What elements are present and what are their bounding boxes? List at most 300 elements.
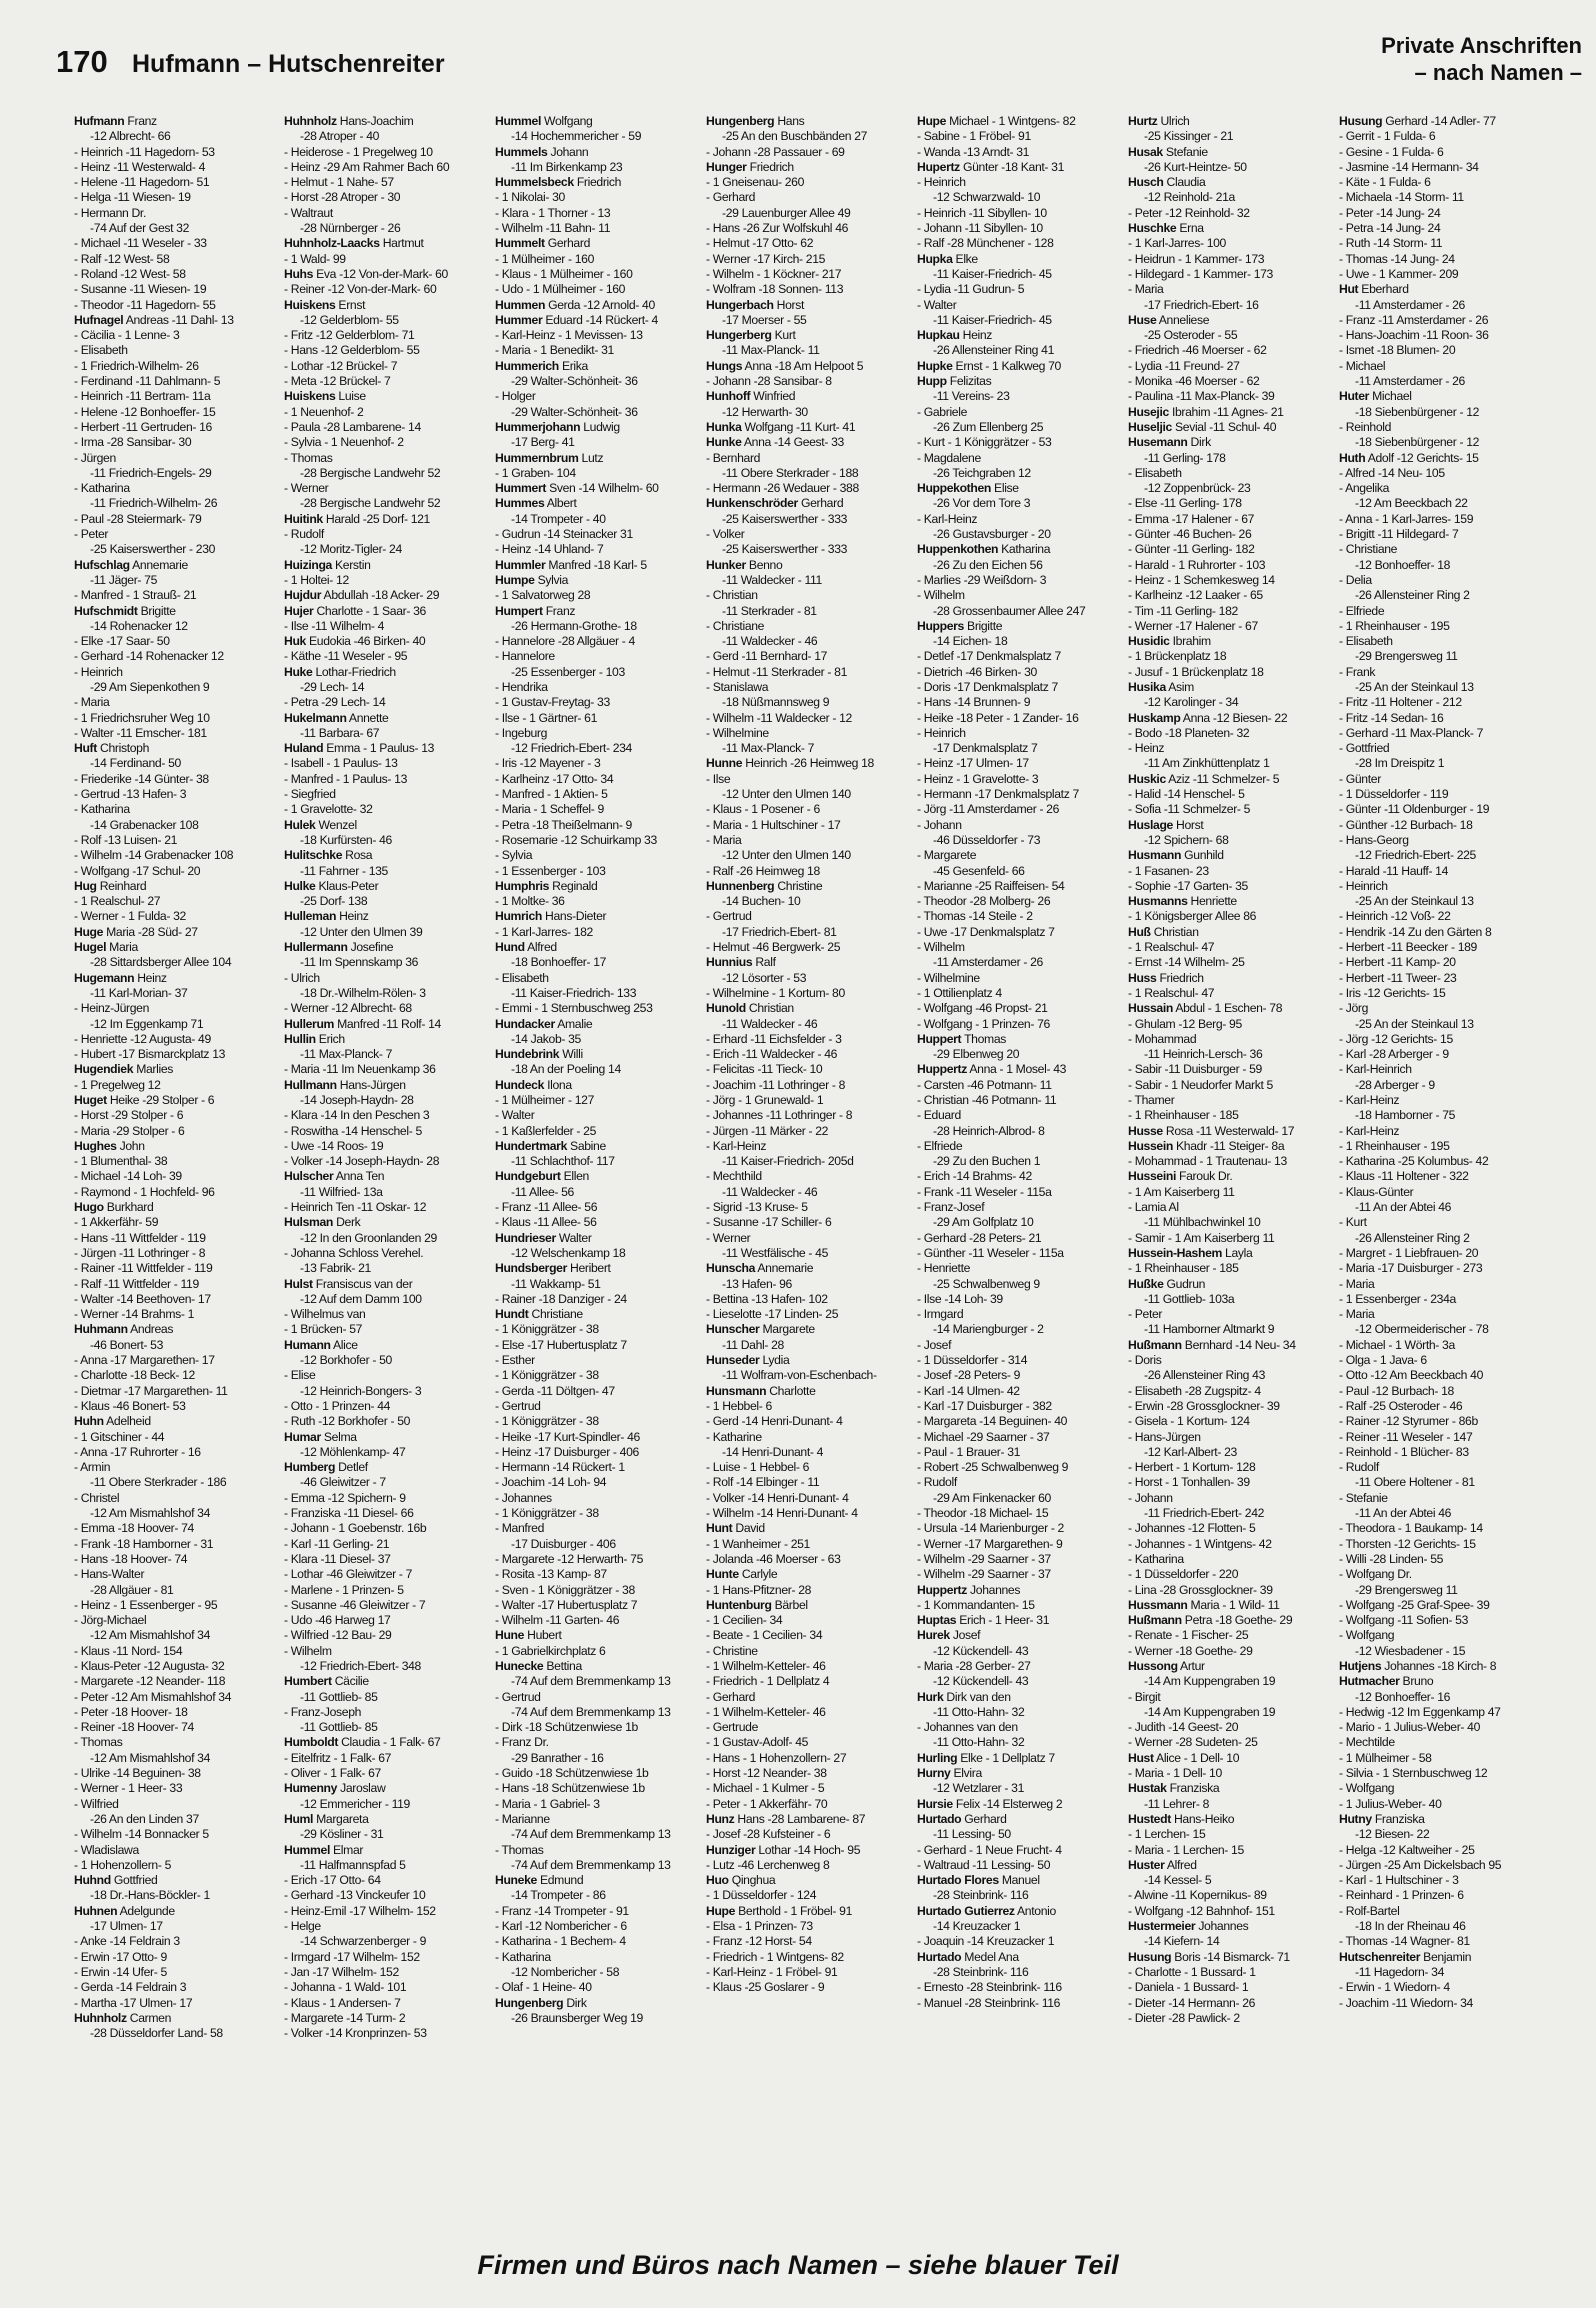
entry-text: - Ralf -28 Münchener - 128 <box>917 236 1054 251</box>
entry-text: - Johann -28 Sansibar- 8 <box>706 374 832 389</box>
entry-text: - Hermann -26 Wedauer - 388 <box>706 481 859 496</box>
entry-text: - Marianne -25 Raiffeisen- 54 <box>917 878 1065 893</box>
entry-text: - Volker <box>706 527 745 542</box>
listing-entry <box>1128 665 1334 680</box>
entry-text: - Charlotte - 1 Bussard- 1 <box>1128 1964 1256 1979</box>
listing-surname-entry <box>706 558 912 573</box>
listing-entry <box>495 971 701 986</box>
surname: Hunke <box>706 435 742 450</box>
surname: Husejic <box>1128 404 1169 419</box>
entry-text: - Hedwig -12 Im Eggenkamp 47 <box>1339 1704 1501 1719</box>
surname: Huppert <box>917 1031 962 1046</box>
listing-entry <box>1339 1261 1545 1276</box>
entry-text: - Gudrun -14 Steinacker 31 <box>495 527 633 542</box>
listing-surname-entry <box>1339 1674 1545 1689</box>
entry-text: Farouk Dr. <box>1176 1169 1233 1184</box>
listing-surname-entry <box>917 1583 1123 1598</box>
surname: Hummerich <box>495 358 559 373</box>
entry-text: - Paula -28 Lambarene- 14 <box>284 419 421 434</box>
listing-entry <box>74 145 280 160</box>
entry-text: - Rudolf <box>1339 1460 1379 1475</box>
surname: Hunt <box>706 1521 733 1536</box>
listing-entry <box>74 1919 280 1934</box>
entry-text: Kurt <box>771 328 796 343</box>
listing-surname-entry <box>1128 634 1334 649</box>
entry-text: -12 Am Beeckbach 22 <box>1355 496 1468 511</box>
listing-surname-entry <box>495 879 701 894</box>
entry-text: - Gottfried <box>1339 741 1390 756</box>
entry-text: -18 An der Poeling 14 <box>511 1062 621 1077</box>
entry-text: -12 Zoppenbrück- 23 <box>1144 481 1251 496</box>
listing-entry <box>706 772 912 787</box>
entry-text: - Ilse <box>706 771 731 786</box>
entry-text: Luise <box>335 389 366 404</box>
listing-surname-entry <box>706 328 912 343</box>
listing-entry <box>1339 328 1545 343</box>
surname: Hupe <box>917 114 947 128</box>
listing-surname-entry <box>1128 818 1334 833</box>
listing-entry <box>1339 160 1545 175</box>
listing-entry <box>284 1246 490 1261</box>
entry-text: - Dirk -18 Schützenwiese 1b <box>495 1720 638 1735</box>
entry-text: - Klaus -11 Allee- 56 <box>495 1215 597 1230</box>
listing-entry <box>284 129 490 144</box>
listing-entry <box>917 206 1123 221</box>
entry-text: - Erich -17 Otto- 64 <box>284 1873 381 1888</box>
surname: Hunsmann <box>706 1383 767 1398</box>
listing-entry <box>284 1445 490 1460</box>
surname: Huschke <box>1128 221 1177 236</box>
entry-text: - Maria <box>1128 282 1164 297</box>
listing-entry <box>1128 1735 1334 1750</box>
listing-entry <box>495 864 701 879</box>
surname: Hussein <box>1128 1138 1173 1153</box>
listing-entry <box>1339 1093 1545 1108</box>
entry-text: - Jolanda -46 Moerser - 63 <box>706 1551 841 1566</box>
entry-text: - Walter -17 Hubertusplatz 7 <box>495 1597 638 1612</box>
listing-surname-entry <box>706 1521 912 1536</box>
entry-text: - Wolfgang -46 Propst- 21 <box>917 1001 1048 1016</box>
entry-text: Erna <box>1176 221 1204 236</box>
listing-entry <box>1339 1017 1545 1032</box>
entry-text: Sabine <box>567 1138 606 1153</box>
listing-surname-entry <box>706 1261 912 1276</box>
entry-text: Dirk van den <box>943 1689 1011 1704</box>
entry-text: - Gertrud -13 Hafen- 3 <box>74 787 187 802</box>
listing-surname-entry <box>1128 680 1334 695</box>
entry-text: - Fritz -11 Holtener - 212 <box>1339 695 1462 710</box>
listing-entry <box>284 1583 490 1598</box>
listing-entry <box>1339 1506 1545 1521</box>
entry-text: - Frank -18 Hamborner - 31 <box>74 1536 214 1551</box>
entry-text: - Anna - 1 Karl-Jarres- 159 <box>1339 511 1474 526</box>
entry-text: - Helmut -17 Otto- 62 <box>706 236 814 251</box>
entry-text: - Dietmar -17 Margarethen- 11 <box>74 1383 228 1398</box>
listing-entry <box>284 1873 490 1888</box>
entry-text: - 1 Hohenzollern- 5 <box>74 1857 171 1872</box>
listing-entry <box>917 1047 1123 1062</box>
listing-entry <box>706 190 912 205</box>
entry-text: - 1 Nikolai- 30 <box>495 190 565 205</box>
entry-text: Gerhard -14 Adler- 77 <box>1382 114 1496 128</box>
surname: Huhmann <box>74 1322 128 1337</box>
entry-text: Michael <box>1369 389 1412 404</box>
listing-entry <box>74 1475 280 1490</box>
entry-text: - Katharina <box>1128 1551 1184 1566</box>
listing-entry <box>706 129 912 144</box>
entry-text: - Wilhelm -14 Grabenacker 108 <box>74 848 234 863</box>
entry-text: - Esther <box>495 1353 535 1368</box>
entry-text: - Marlies -29 Weißdorn- 3 <box>917 572 1047 587</box>
listing-column <box>917 114 1123 2242</box>
entry-text: -29 Brengersweg 11 <box>1355 649 1458 664</box>
listing-entry <box>1339 1338 1545 1353</box>
listing-surname-entry <box>1128 1001 1334 1016</box>
entry-text: - Irma -28 Sansibar- 30 <box>74 435 192 450</box>
entry-text: -18 Bonhoeffer- 17 <box>511 955 607 970</box>
entry-text: Edmund <box>536 1873 584 1888</box>
listing-entry <box>284 1108 490 1123</box>
listing-entry <box>1128 1200 1334 1215</box>
listing-entry <box>917 466 1123 481</box>
entry-text: - Heinrich -11 Sibyllen- 10 <box>917 205 1047 220</box>
entry-text: - Volker -14 Henri-Dunant- 4 <box>706 1490 849 1505</box>
entry-text: - Sophie -17 Garten- 35 <box>1128 878 1248 893</box>
surname: Huppekothen <box>917 481 992 496</box>
entry-text: - Franz Dr. <box>495 1735 549 1750</box>
entry-text: - 1 Karl-Jarres- 182 <box>495 924 593 939</box>
listing-entry <box>284 1506 490 1521</box>
entry-text: - Olaf - 1 Heine- 40 <box>495 1980 592 1995</box>
entry-text: - Hans-Georg <box>1339 832 1409 847</box>
listing-surname-entry <box>1128 1139 1334 1154</box>
listing-entry <box>74 1537 280 1552</box>
listing-entry <box>495 1781 701 1796</box>
listing-entry <box>917 145 1123 160</box>
entry-text: Franz <box>542 603 576 618</box>
entry-text: Hans-Dieter <box>542 909 607 924</box>
listing-entry <box>284 466 490 481</box>
listing-entry <box>917 451 1123 466</box>
listing-entry <box>284 405 490 420</box>
surname: Husika <box>1128 679 1166 694</box>
listing-entry <box>284 772 490 787</box>
listing-entry <box>74 1598 280 1613</box>
surname: Hunnius <box>706 955 753 970</box>
entry-text: Hans-Jürgen <box>336 1077 406 1092</box>
listing-entry <box>284 1307 490 1322</box>
entry-text: Albert <box>544 496 577 511</box>
entry-text: Walter <box>555 1230 592 1245</box>
listing-entry <box>706 1108 912 1123</box>
entry-text: -11 Amsterdamer - 26 <box>933 955 1043 970</box>
listing-entry <box>74 588 280 603</box>
listing-entry <box>284 1062 490 1077</box>
surname: Huo <box>706 1873 729 1888</box>
entry-text: Claudia <box>1163 175 1206 190</box>
listing-entry <box>284 1292 490 1307</box>
listing-entry <box>917 741 1123 756</box>
entry-text: - Theodor -28 Molberg- 26 <box>917 894 1051 909</box>
entry-text: -46 Gleiwitzer - 7 <box>300 1475 386 1490</box>
entry-text: - Wilhelm -29 Saarner - 37 <box>917 1551 1051 1566</box>
entry-text: - 1 Graben- 104 <box>495 465 576 480</box>
listing-entry <box>74 252 280 267</box>
listing-entry <box>1339 909 1545 924</box>
listing-surname-entry <box>284 1032 490 1047</box>
listing-entry <box>74 129 280 144</box>
listing-entry <box>917 1705 1123 1720</box>
entry-text: Anna -18 Am Helpoot 5 <box>742 358 864 373</box>
entry-text: - Isabell - 1 Paulus- 13 <box>284 756 398 771</box>
entry-text: Antonio <box>1014 1903 1056 1918</box>
listing-entry <box>1339 741 1545 756</box>
listing-entry <box>1339 1766 1545 1781</box>
entry-text: - Reiner -12 Von-der-Mark- 60 <box>284 282 437 297</box>
listing-entry <box>1339 1445 1545 1460</box>
entry-text: Katharina <box>998 542 1051 557</box>
entry-text: -18 Kurfürsten- 46 <box>300 832 392 847</box>
listing-surname-entry <box>1128 1598 1334 1613</box>
listing-entry <box>284 1720 490 1735</box>
listing-entry <box>74 527 280 542</box>
listing-entry <box>1128 1093 1334 1108</box>
entry-text: -11 Wakkamp- 51 <box>511 1276 601 1291</box>
listing-entry <box>1339 695 1545 710</box>
listing-entry <box>1128 1017 1334 1032</box>
listing-entry <box>284 1950 490 1965</box>
listing-entry <box>74 955 280 970</box>
listing-entry <box>74 573 280 588</box>
entry-text: Eva -12 Von-der-Mark- 60 <box>313 266 448 281</box>
listing-entry <box>74 1965 280 1980</box>
listing-surname-entry <box>284 1781 490 1796</box>
surname: Husmann <box>1128 848 1182 863</box>
entry-text: - Samir - 1 Am Kaiserberg 11 <box>1128 1230 1275 1245</box>
listing-surname-entry <box>1128 925 1334 940</box>
surname: Huss <box>1128 970 1157 985</box>
entry-text: - Elisabeth <box>1128 465 1182 480</box>
listing-entry <box>495 833 701 848</box>
entry-text: -14 Hochemmericher - 59 <box>511 129 642 144</box>
entry-text: - Klaus-Günter <box>1339 1184 1414 1199</box>
listing-entry <box>74 451 280 466</box>
listing-entry <box>284 481 490 496</box>
entry-text: -11 Halfmannspfad 5 <box>300 1857 406 1872</box>
listing-entry <box>917 1598 1123 1613</box>
listing-entry <box>1339 1001 1545 1016</box>
entry-text: - Johannes van den <box>917 1720 1018 1735</box>
listing-surname-entry <box>495 1873 701 1888</box>
entry-text: - Jörg -12 Gerichts- 15 <box>1339 1031 1453 1046</box>
listing-entry <box>495 1368 701 1383</box>
listing-entry <box>917 1827 1123 1842</box>
listing-entry <box>917 1338 1123 1353</box>
entry-text: - Heinrich <box>917 725 966 740</box>
listing-entry <box>1128 588 1334 603</box>
listing-entry <box>917 1078 1123 1093</box>
listing-entry <box>917 1781 1123 1796</box>
listing-entry <box>284 1139 490 1154</box>
listing-entry <box>74 1751 280 1766</box>
entry-text: -26 An den Linden 37 <box>90 1811 199 1826</box>
entry-text: - Susanne -46 Gleiwitzer - 7 <box>284 1597 426 1612</box>
listing-entry <box>1128 1047 1334 1062</box>
entry-text: Kerstin <box>331 557 371 572</box>
listing-entry <box>917 1537 1123 1552</box>
listing-entry <box>1128 481 1334 496</box>
listing-entry <box>1339 1215 1545 1230</box>
listing-entry <box>1128 1032 1334 1047</box>
entry-text: Detlef <box>335 1460 368 1475</box>
listing-entry <box>706 818 912 833</box>
listing-surname-entry <box>1128 1812 1334 1827</box>
entry-text: - Franz -12 Horst- 54 <box>706 1934 812 1949</box>
entry-text: -11 Sterkrader - 81 <box>722 603 817 618</box>
listing-entry <box>1339 787 1545 802</box>
entry-text: -28 Atroper - 40 <box>300 129 380 144</box>
listing-surname-entry <box>495 145 701 160</box>
listing-surname-entry <box>74 879 280 894</box>
entry-text: Adolf -12 Gerichts- 15 <box>1365 450 1479 465</box>
listing-entry <box>74 1384 280 1399</box>
entry-text: - Holger <box>495 389 536 404</box>
entry-text: - Mohammad - 1 Trautenau- 13 <box>1128 1154 1287 1169</box>
entry-text: -11 Waldecker - 46 <box>722 634 818 649</box>
listing-column <box>74 114 280 2242</box>
listing-surname-entry <box>284 848 490 863</box>
entry-text: Eberhard <box>1358 282 1409 297</box>
entry-text: -28 Steinbrink- 116 <box>933 1888 1029 1903</box>
listing-surname-entry <box>74 114 280 129</box>
entry-text: Anna -14 Geest- 33 <box>741 435 844 450</box>
listing-entry <box>917 909 1123 924</box>
listing-entry <box>1339 1475 1545 1490</box>
surname: Huter <box>1339 389 1370 404</box>
listing-entry <box>495 1277 701 1292</box>
entry-text: - Heinrich -11 Bertram- 11a <box>74 389 211 404</box>
entry-text: Annette <box>346 710 389 725</box>
listing-surname-entry <box>917 1690 1123 1705</box>
listing-surname-entry <box>1339 1812 1545 1827</box>
entry-text: - Raymond - 1 Hochfeld- 96 <box>74 1184 215 1199</box>
entry-text: - 1 Königgrätzer - 38 <box>495 1506 599 1521</box>
listing-surname-entry <box>284 1843 490 1858</box>
listing-surname-entry <box>706 955 912 970</box>
entry-text: - Werner <box>706 1230 751 1245</box>
listing-entry <box>284 2011 490 2026</box>
listing-entry <box>1128 1827 1334 1842</box>
listing-entry <box>284 649 490 664</box>
entry-text: Maria -28 Süd- 27 <box>103 924 198 939</box>
listing-entry <box>1339 588 1545 603</box>
entry-text: Günter -18 Kant- 31 <box>959 159 1065 174</box>
listing-entry <box>1339 1705 1545 1720</box>
surname: Hullerum <box>284 1016 335 1031</box>
entry-text: - Sofia -11 Schmelzer- 5 <box>1128 802 1251 817</box>
entry-text: - Wilhelm -14 Bonnacker 5 <box>74 1827 209 1842</box>
listing-entry <box>74 1827 280 1842</box>
listing-surname-entry <box>1128 175 1334 190</box>
entry-text: - Werner - 1 Fulda- 32 <box>74 909 186 924</box>
listing-entry <box>284 986 490 1001</box>
entry-text: - Eduard <box>917 1108 961 1123</box>
listing-entry <box>706 1751 912 1766</box>
listing-entry <box>74 909 280 924</box>
entry-text: -12 Obermeiderischer - 78 <box>1355 1322 1489 1337</box>
entry-text: - 1 Rheinhauser - 195 <box>1339 618 1450 633</box>
entry-text: - Bodo -18 Planeten- 32 <box>1128 725 1250 740</box>
listing-entry <box>1128 496 1334 511</box>
surname: Husung <box>1339 114 1383 128</box>
surname: Husak <box>1128 144 1163 159</box>
entry-text: - Heike -17 Kurt-Spindler- 46 <box>495 1429 640 1444</box>
listing-entry <box>917 1001 1123 1016</box>
listing-entry <box>74 649 280 664</box>
entry-text: Amalie <box>554 1016 593 1031</box>
surname: Hunker <box>706 557 746 572</box>
surname: Huget <box>74 1093 107 1107</box>
listing-entry <box>74 1644 280 1659</box>
entry-text: Gunhild <box>1181 848 1224 863</box>
entry-text: - Kurt - 1 Königgrätzer - 53 <box>917 435 1052 450</box>
listing-entry <box>917 588 1123 603</box>
listing-entry <box>74 1858 280 1873</box>
entry-text: - Wolfram -18 Sonnen- 113 <box>706 282 844 297</box>
listing-surname-entry <box>284 665 490 680</box>
listing-surname-entry <box>495 1047 701 1062</box>
listing-surname-entry <box>917 1766 1123 1781</box>
listing-entry <box>917 680 1123 695</box>
listing-entry <box>284 1996 490 2011</box>
listing-entry <box>1339 1904 1545 1919</box>
entry-text: -12 Spichern- 68 <box>1144 832 1229 847</box>
entry-text: - Hans-Jürgen <box>1128 1429 1201 1444</box>
entry-text: - Beate - 1 Cecilien- 34 <box>706 1628 823 1643</box>
entry-text: - 1 Friedrichsruher Weg 10 <box>74 710 210 725</box>
entry-text: Johannes -18 Kirch- 8 <box>1381 1658 1497 1673</box>
entry-text: - Johannes -12 Flotten- 5 <box>1128 1521 1256 1536</box>
listing-entry <box>284 1368 490 1383</box>
entry-text: - Erhard -11 Eichsfelder - 3 <box>706 1031 842 1046</box>
listing-entry <box>706 206 912 221</box>
entry-text: - Theodora - 1 Baukamp- 14 <box>1339 1521 1483 1536</box>
entry-text: Sevial -11 Schul- 40 <box>1171 419 1277 434</box>
entry-text: - Fritz -14 Sedan- 16 <box>1339 710 1444 725</box>
entry-text: - Heinrich Ten -11 Oskar- 12 <box>284 1200 427 1215</box>
entry-text: Ilona <box>544 1077 572 1092</box>
listing-entry <box>1128 1705 1334 1720</box>
entry-text: - Ulrike -14 Beguinen- 38 <box>74 1766 201 1781</box>
listing-entry <box>1339 649 1545 664</box>
listing-entry <box>1128 1644 1334 1659</box>
entry-text: -18 Hamborner - 75 <box>1355 1108 1456 1123</box>
entry-text: Hubert <box>524 1628 562 1643</box>
entry-text: - Hans-Joachim -11 Roon- 36 <box>1339 328 1489 343</box>
entry-text: - Rudolf <box>284 527 324 542</box>
listing-entry <box>74 986 280 1001</box>
listing-surname-entry <box>74 1062 280 1077</box>
entry-text: - Werner - 1 Heer- 33 <box>74 1781 183 1796</box>
entry-text: - Wilhelm -11 Garten- 46 <box>495 1613 620 1628</box>
entry-text: Elvira <box>950 1766 982 1781</box>
listing-entry <box>1128 1521 1334 1536</box>
listing-surname-entry <box>917 1873 1123 1888</box>
listing-entry <box>74 1338 280 1353</box>
listing-entry <box>284 1047 490 1062</box>
surname: Hutny <box>1339 1811 1372 1826</box>
surname: Huntenburg <box>706 1597 772 1612</box>
